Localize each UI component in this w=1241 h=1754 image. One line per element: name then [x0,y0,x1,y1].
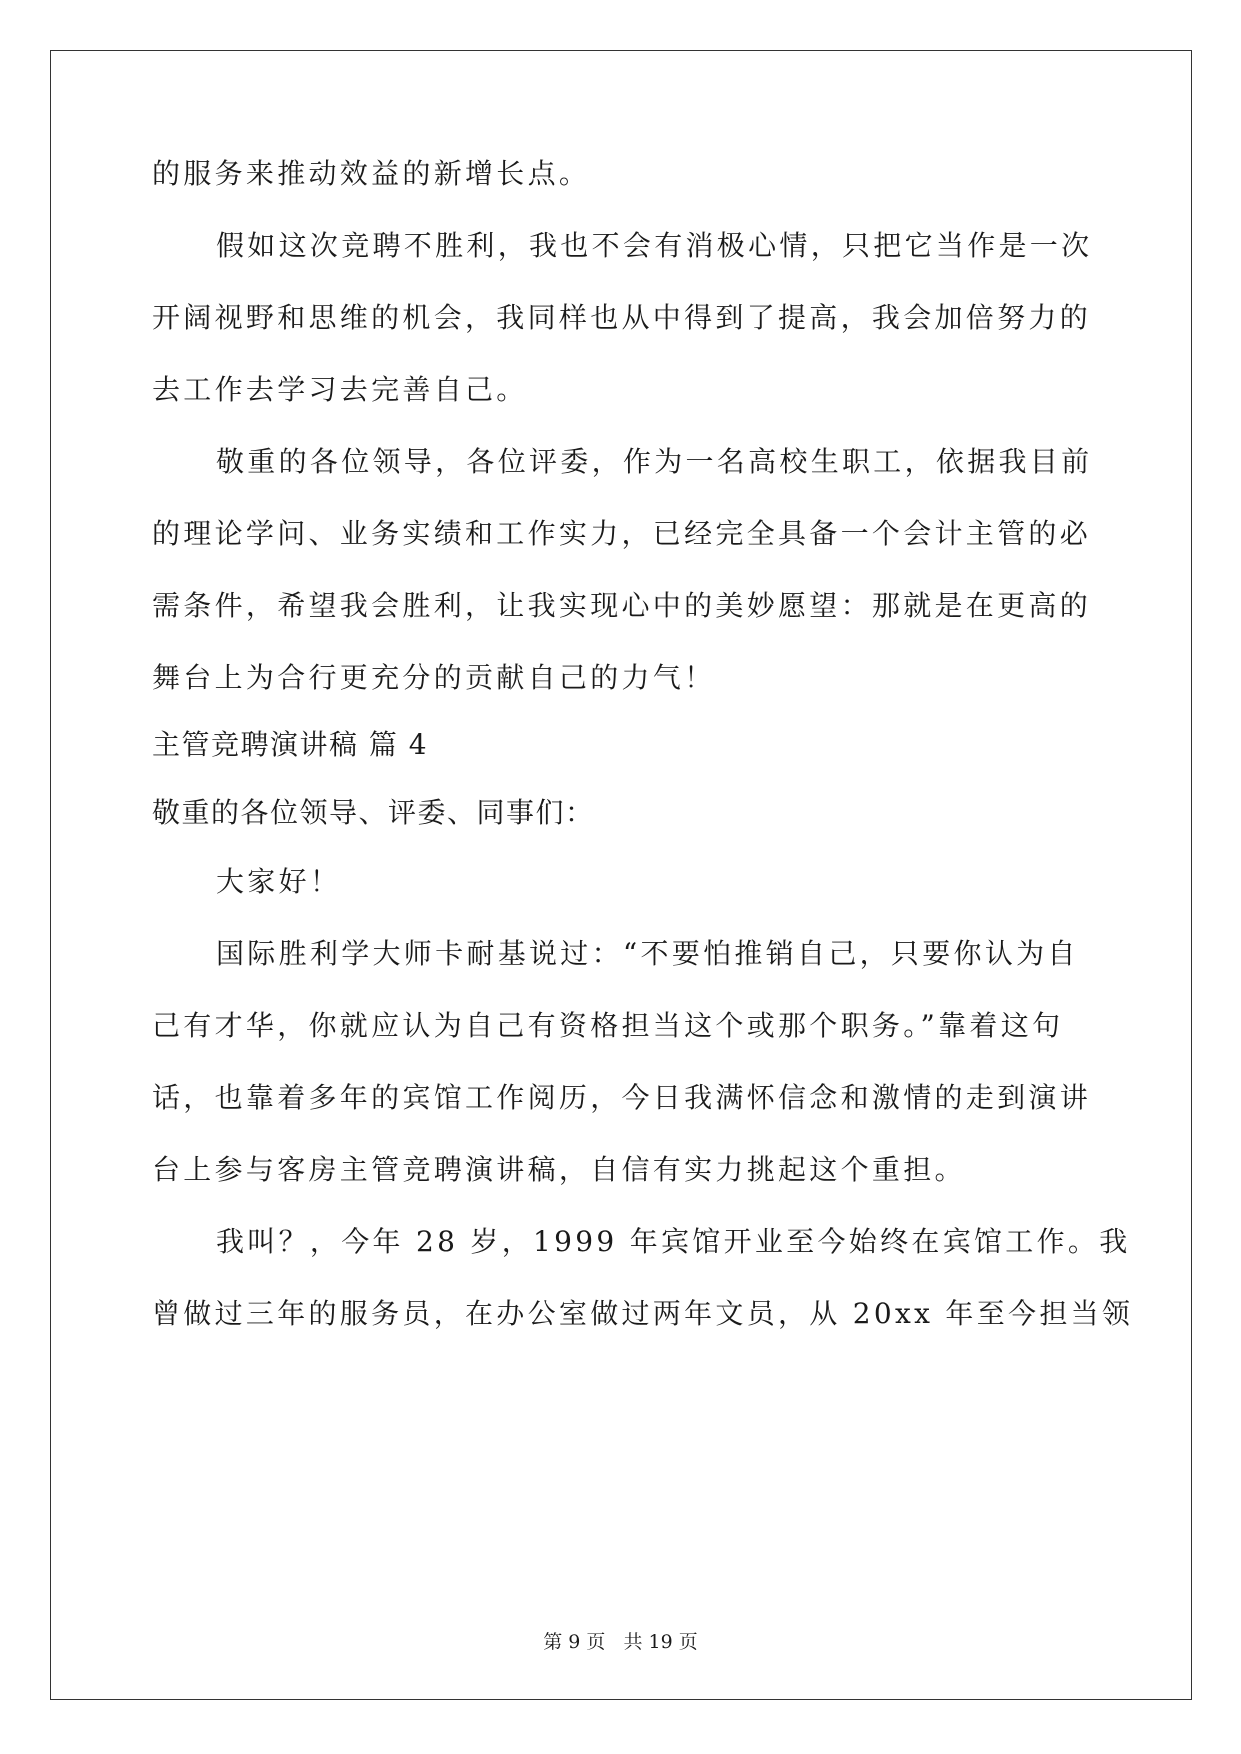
salutation: 敬重的各位领导、评委、同事们： [152,796,595,829]
text-line: 假如这次竞聘不胜利，我也不会有消极心情，只把它当作是一次 [216,229,1093,262]
text-line: 开阔视野和思维的机会，我同样也从中得到了提高，我会加倍努力的 [152,301,1092,334]
text-line: 需条件，希望我会胜利，让我实现心中的美妙愿望：那就是在更高的 [152,589,1092,622]
text-line: 去工作去学习去完善自己。 [152,373,528,406]
text-line: 国际胜利学大师卡耐基说过：“不要怕推销自己，只要你认为自 [216,937,1079,970]
text-line: 话，也靠着多年的宾馆工作阅历，今日我满怀信念和激情的走到演讲 [152,1081,1092,1114]
text-line: 敬重的各位领导，各位评委，作为一名高校生职工，依据我目前 [216,445,1093,478]
text-line: 的理论学问、业务实绩和工作实力，已经完全具备一个会计主管的必 [152,517,1092,550]
greeting: 大家好！ [216,865,342,898]
text-line: 舞台上为合行更充分的贡献自己的力气！ [152,661,716,694]
section-heading: 主管竞聘演讲稿 篇 4 [152,728,429,761]
text-line: 台上参与客房主管竞聘演讲稿，自信有实力挑起这个重担。 [152,1153,966,1186]
text-line: 的服务来推动效益的新增长点。 [152,157,591,190]
page-number-footer: 第 9 页 共 19 页 [543,1631,698,1653]
text-line: 曾做过三年的服务员，在办公室做过两年文员，从 20xx 年至今担当领 [152,1297,1134,1330]
text-line: 己有才华，你就应认为自己有资格担当这个或那个职务。”靠着这句 [152,1009,1064,1042]
text-line: 我叫？，今年 28 岁，1999 年宾馆开业至今始终在宾馆工作。我 [216,1225,1131,1258]
